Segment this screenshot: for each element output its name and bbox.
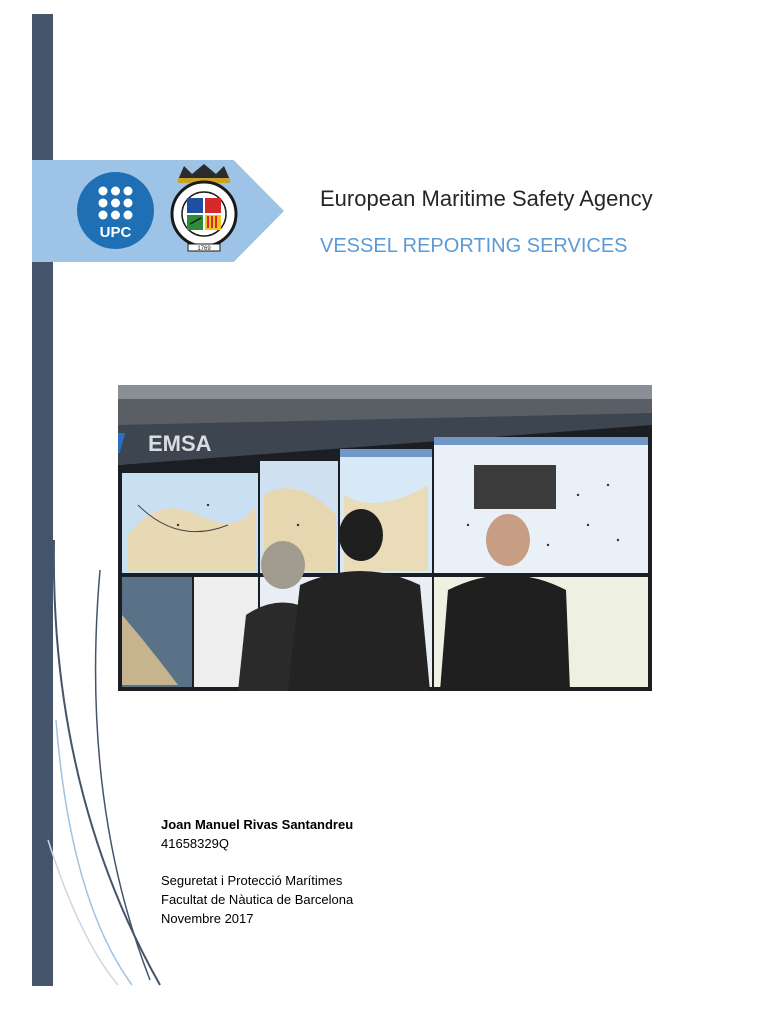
emsa-wall-logo: EMSA	[148, 431, 212, 456]
control-room-photo	[118, 385, 652, 691]
author-id: 41658329Q	[161, 836, 229, 851]
author-block	[161, 815, 353, 928]
document-date: Novembre 2017	[161, 911, 254, 926]
crest-year: 1769	[197, 246, 211, 252]
faculty-crest-icon	[170, 162, 238, 254]
decorative-swoosh	[40, 540, 180, 990]
faculty-name: Facultat de Nàutica de Barcelona	[161, 892, 354, 907]
author-name: Joan Manuel Rivas Santandreu	[161, 817, 354, 832]
page-title: European Maritime Safety Agency	[320, 186, 653, 211]
subject-name: Seguretat i Protecció Marítimes	[161, 873, 343, 888]
upc-logo-icon	[77, 172, 154, 249]
page-subtitle: VESSEL REPORTING SERVICES	[320, 235, 628, 257]
logo-banner	[32, 160, 284, 262]
upc-logo-text: UPC	[99, 224, 132, 241]
